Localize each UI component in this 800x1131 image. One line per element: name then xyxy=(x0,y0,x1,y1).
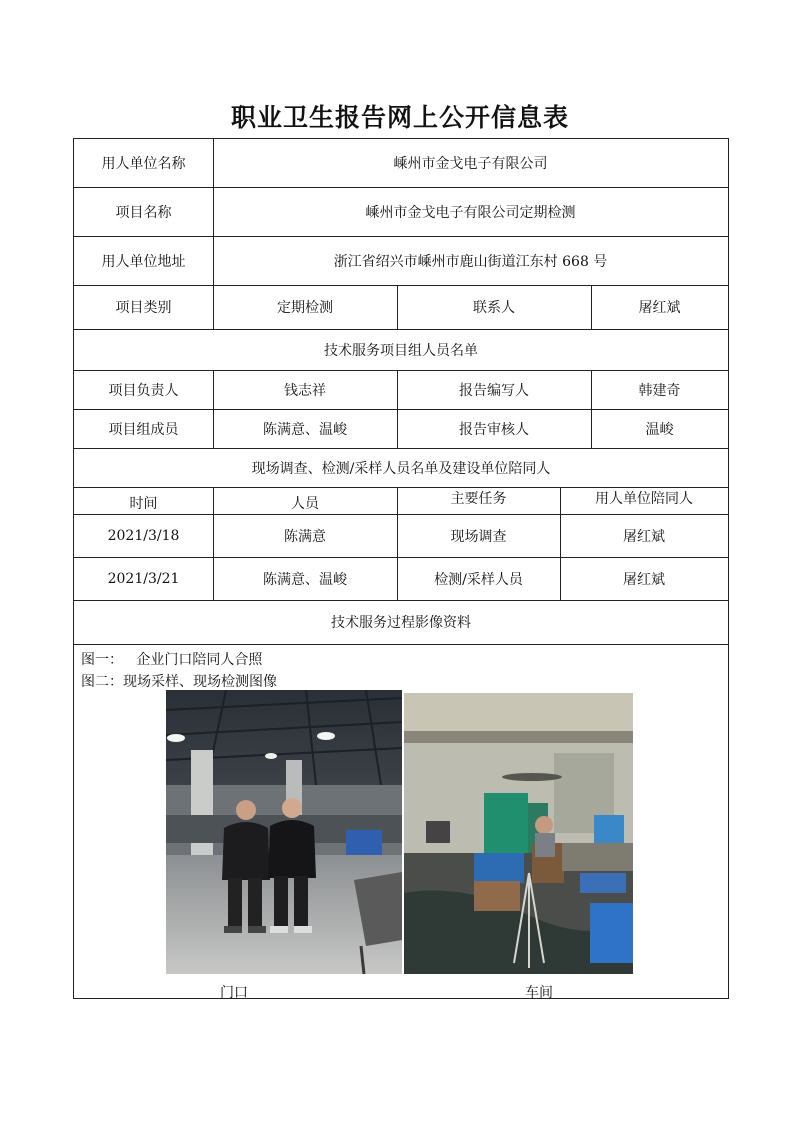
project-name-label: 项目名称 xyxy=(115,204,172,221)
members-value: 陈满意、温峻 xyxy=(263,421,347,438)
survey-row-2-person: 陈满意、温峻 xyxy=(263,571,347,588)
survey-row-1-time: 2021/3/18 xyxy=(107,527,180,544)
contact-label: 联系人 xyxy=(473,300,515,316)
reviewer-label: 报告审核人 xyxy=(459,421,529,438)
members-label: 项目组成员 xyxy=(108,421,179,438)
address-label: 用人单位地址 xyxy=(101,253,186,270)
unit-name-label: 用人单位名称 xyxy=(101,156,186,172)
unit-name-value: 嵊州市金戈电子有限公司 xyxy=(393,156,548,172)
category-value: 定期检测 xyxy=(277,300,333,316)
survey-row-1-task: 现场调查 xyxy=(450,528,507,545)
entrance-caption: 门口 xyxy=(220,985,248,1001)
project-name-value: 嵊州市金戈电子有限公司定期检测 xyxy=(365,204,576,221)
survey-header-time: 时间 xyxy=(129,495,158,512)
survey-row-2-task: 检测/采样人员 xyxy=(434,571,523,588)
workshop-photo xyxy=(404,693,633,974)
team-section-title: 技术服务项目组人员名单 xyxy=(324,342,478,359)
address-value: 浙江省绍兴市嵊州市鹿山街道江东村 668 号 xyxy=(333,253,608,270)
survey-header-task: 主要任务 xyxy=(450,491,507,507)
image-section-title: 技术服务过程影像资料 xyxy=(331,615,471,631)
survey-row-2-time: 2021/3/21 xyxy=(107,570,180,587)
entrance-photo xyxy=(166,690,402,974)
category-label: 项目类别 xyxy=(115,300,172,316)
leader-value: 钱志祥 xyxy=(284,382,326,399)
survey-section-title: 现场调查、检测/采样人员名单及建设单位陪同人 xyxy=(251,460,551,477)
survey-header-person: 人员 xyxy=(291,495,319,512)
leader-label: 项目负责人 xyxy=(108,382,179,399)
figure-1-note: 图一： 企业门口陪同人合照 xyxy=(81,652,263,668)
contact-value: 屠红斌 xyxy=(638,300,681,316)
workshop-caption: 车间 xyxy=(525,985,553,1001)
survey-row-1-person: 陈满意 xyxy=(284,528,326,545)
figure-2-note: 图二：现场采样、现场检测图像 xyxy=(81,674,277,690)
writer-label: 报告编写人 xyxy=(459,382,529,399)
survey-row-2-escort: 屠红斌 xyxy=(623,571,665,588)
survey-row-1-escort: 屠红斌 xyxy=(623,528,665,545)
page-title: 职业卫生报告网上公开信息表 xyxy=(230,103,569,132)
survey-header-escort: 用人单位陪同人 xyxy=(595,491,693,507)
reviewer-value: 温峻 xyxy=(645,421,674,438)
writer-value: 韩建奇 xyxy=(638,382,681,399)
